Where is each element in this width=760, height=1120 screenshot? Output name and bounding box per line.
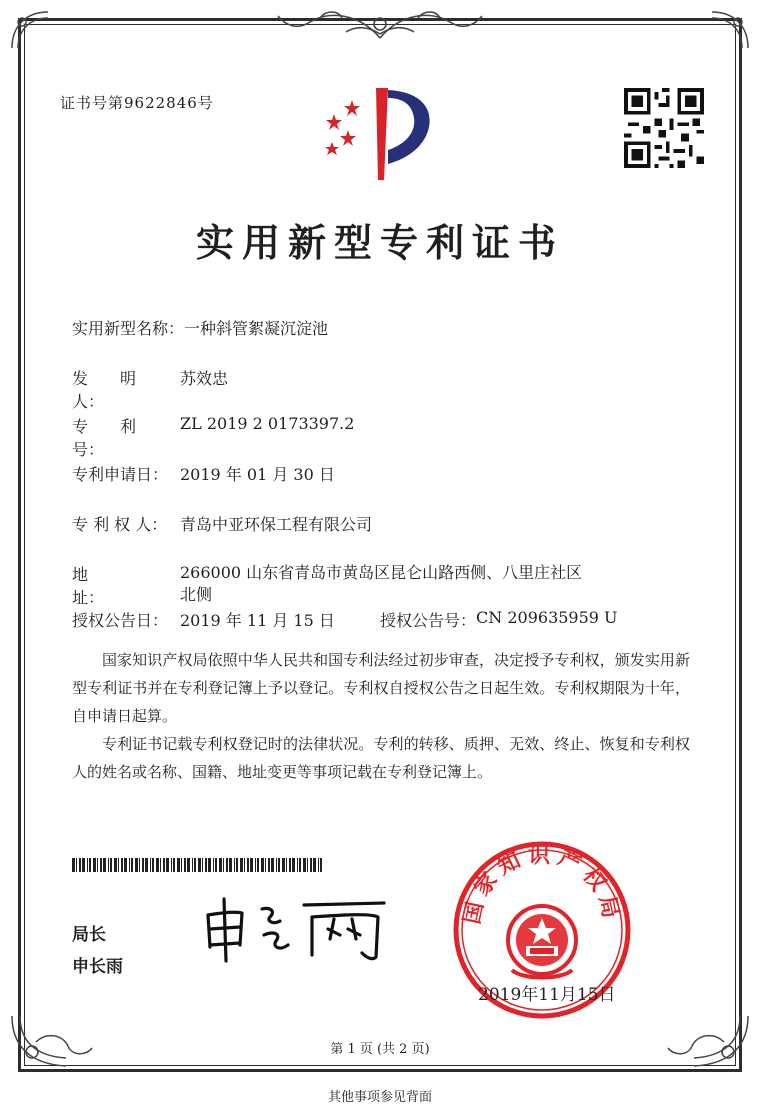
field-utility-model-name — [72, 316, 328, 339]
grant-statement-paragraph: 国家知识产权局依照中华人民共和国专利法经过初步审查，决定授予专利权，颁发实用新型专利证书并在专利登记簿上予以登记。专利权自授权公告之日起生效。专利权期限为十年，自申请日起算。 — [72, 651, 690, 725]
field-label: 专 利 权 人： — [72, 515, 168, 534]
page-number: 第 1 页 (共 2 页) — [330, 1042, 430, 1057]
director-title: 局长 — [72, 925, 106, 945]
field-label: 授权公告日： — [72, 611, 169, 630]
field-filing-date — [72, 462, 335, 485]
svg-text:国家知识产权局 — [460, 843, 624, 926]
qr-code-icon — [624, 88, 704, 168]
field-value: 青岛中亚环保工程有限公司 — [180, 515, 373, 534]
address-line-1: 266000 山东省青岛市黄岛区昆仑山路西侧、八里庄社区 — [180, 563, 583, 582]
patent-office-logo-icon — [318, 84, 442, 188]
field-value: 一种斜管絮凝沉淀池 — [184, 319, 329, 338]
field-value: ZL 2019 2 0173397.2 — [180, 414, 355, 433]
seal-text: 国家知识产权局 — [459, 843, 625, 927]
field-grant-date — [72, 608, 335, 631]
address-line-2: 北侧 — [180, 585, 213, 604]
handwritten-signature — [200, 895, 390, 965]
director-name: 申长雨 — [72, 957, 123, 977]
field-patentee — [72, 512, 372, 535]
certificate-title: 实用新型专利证书 — [195, 220, 564, 265]
back-note: 其他事项参见背面 — [327, 1090, 432, 1105]
barcode-icon — [72, 858, 322, 872]
field-label: 实用新型名称： — [72, 319, 185, 338]
certificate-number: 证书号第9622846号 — [60, 94, 214, 112]
field-label: 专利申请日： — [72, 465, 169, 484]
field-value: 2019 年 01 月 30 日 — [180, 465, 335, 484]
top-right-corner-ornament-icon — [708, 8, 752, 52]
top-left-corner-ornament-icon — [8, 8, 52, 52]
field-patent-number — [72, 414, 354, 460]
field-value: 2019 年 11 月 15 日 — [180, 611, 335, 630]
legal-status-paragraph: 专利证书记载专利权登记时的法律状况。专利的转移、质押、无效、终止、恢复和专利权人的姓名或名称、国籍、地址变更等事项记载在专利登记簿上。 — [72, 735, 690, 781]
seal-date: 2019年11月15日 — [478, 985, 616, 1005]
field-inventor — [72, 366, 228, 412]
field-grant-number — [380, 608, 618, 631]
field-label: 地 址： — [72, 565, 153, 607]
field-label: 专 利 号： — [72, 417, 153, 459]
field-address — [72, 562, 582, 608]
top-ornament-icon — [260, 4, 500, 44]
field-label: 授权公告号： — [380, 611, 477, 630]
field-value — [180, 562, 582, 608]
field-label: 发 明 人： — [72, 369, 153, 411]
field-value: CN 209635959 U — [476, 608, 618, 627]
field-value: 苏效忠 — [180, 369, 229, 388]
